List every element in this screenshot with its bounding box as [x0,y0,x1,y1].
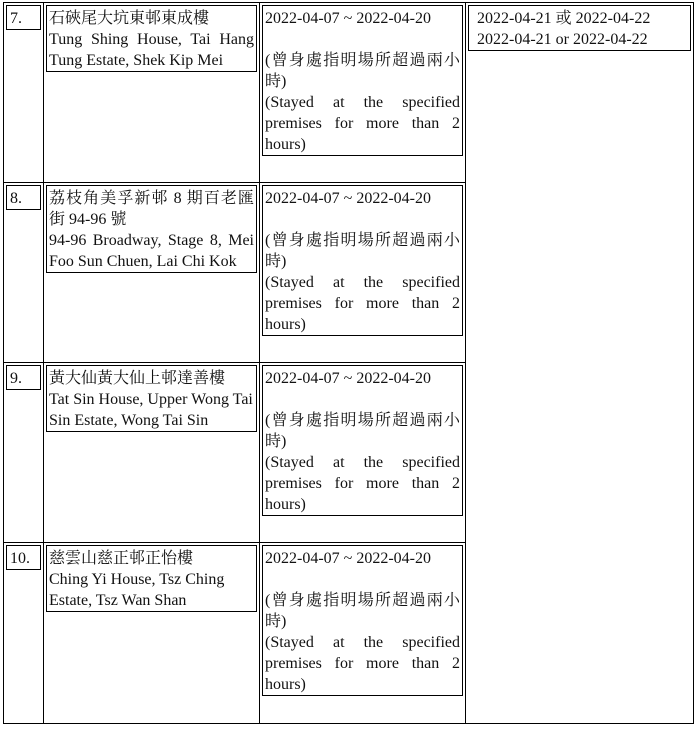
row-number: 9. [10,370,22,387]
stay-note-en: (Stayed at the specified premises for more than 2 hours) [265,274,460,333]
premises-name-en: Ching Yi House, Tsz Ching Estate, Tsz Wan Shan [49,571,225,609]
stay-note-en: (Stayed at the specified premises for more than 2 hours) [265,634,460,693]
stay-note-zh: (曾身處指明場所超過兩小時) [265,592,460,630]
stay-note-zh: (曾身處指明場所超過兩小時) [265,232,460,270]
date-range: 2022-04-07 ~ 2022-04-20 [265,10,431,27]
premises-name-cell [44,543,260,724]
premises-name-en: Tung Shing House, Tai Hang Tung Estate, Shek Kip Mei [49,31,254,69]
row-number: 7. [10,10,22,27]
premises-name-zh: 石硤尾大坑東邨東成樓 [49,10,210,27]
test-dates-zh: 2022-04-21 或 2022-04-22 [477,10,651,27]
premises-table [3,2,694,724]
premises-name-cell [44,183,260,363]
stay-note-zh: (曾身處指明場所超過兩小時) [265,412,460,450]
table-row [4,3,694,183]
premises-name-cell [44,363,260,543]
period-cell [260,543,466,724]
test-dates-en: 2022-04-21 or 2022-04-22 [477,31,648,48]
date-range: 2022-04-07 ~ 2022-04-20 [265,190,431,207]
stay-note-en: (Stayed at the specified premises for more than 2 hours) [265,94,460,153]
row-number: 8. [10,190,22,207]
premises-name-zh: 荔枝角美孚新邨 8 期百老匯街 94-96 號 [49,190,254,228]
test-dates-cell [466,3,694,724]
premises-name-en: 94-96 Broadway, Stage 8, Mei Foo Sun Chuen, Lai Chi Kok [49,232,254,270]
period-cell [260,183,466,363]
date-range: 2022-04-07 ~ 2022-04-20 [265,550,431,567]
date-range: 2022-04-07 ~ 2022-04-20 [265,370,431,387]
stay-note-en: (Stayed at the specified premises for more than 2 hours) [265,454,460,513]
premises-name-en: Tat Sin House, Upper Wong Tai Sin Estate, Wong Tai Sin [49,391,253,429]
row-number-cell [4,3,44,183]
row-number-cell [4,363,44,543]
premises-name-cell [44,3,260,183]
premises-name-zh: 慈雲山慈正邨正怡樓 [49,550,194,567]
row-number-cell [4,183,44,363]
row-number: 10. [10,550,30,567]
row-number-cell [4,543,44,724]
premises-name-zh: 黃大仙黃大仙上邨達善樓 [49,370,226,387]
stay-note-zh: (曾身處指明場所超過兩小時) [265,52,460,90]
period-cell [260,363,466,543]
period-cell [260,3,466,183]
